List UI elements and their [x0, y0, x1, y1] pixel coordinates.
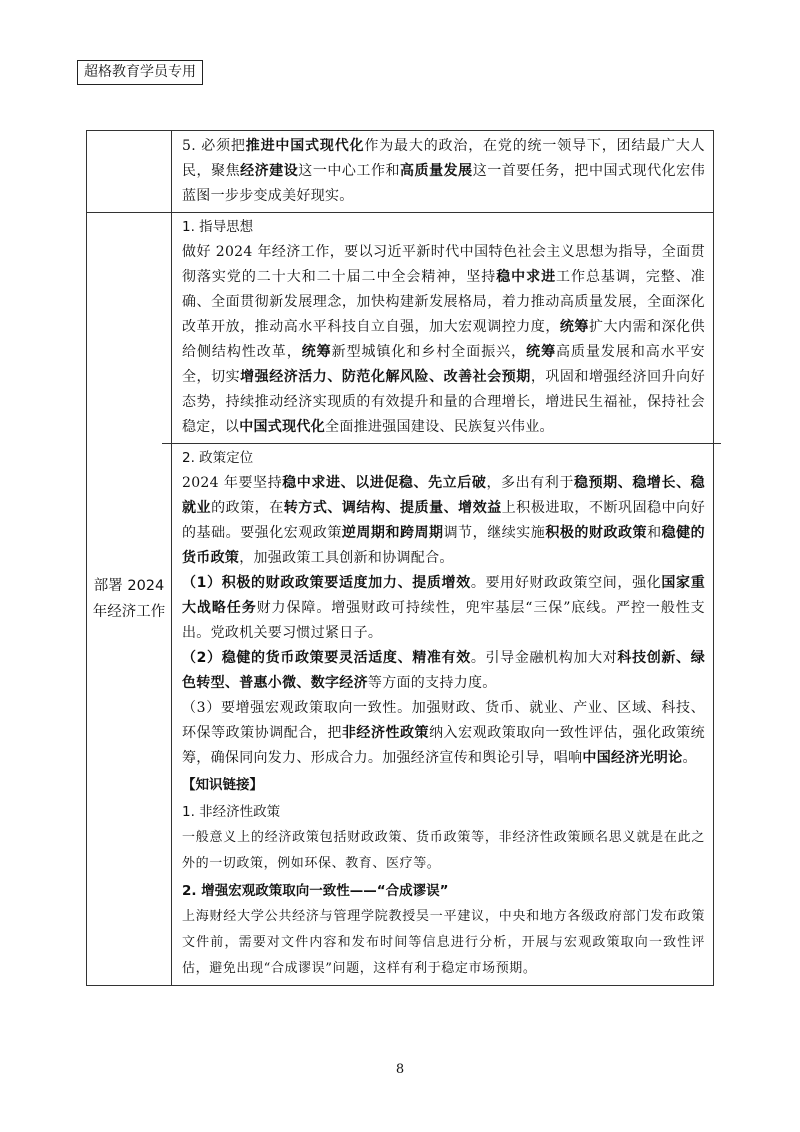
knowledge-1-title: 1. 非经济性政策 — [182, 804, 281, 820]
principle-5-paragraph: 5. 必须把推进中国式现代化作为最大的政治，在党的统一领导下，团结最广大人民，聚焦经济建设这一中心工作和高质量发展这一首要任务，把中国式现代化宏伟蓝图一步步变成美好现实。 — [182, 138, 705, 204]
section-label-cell — [87, 213, 172, 986]
page-number: 8 — [395, 1062, 405, 1077]
content-cell — [172, 131, 714, 213]
policy-consistency-paragraph: （3）要增强宏观政策取向一致性。加强财政、货币、就业、产业、区域、科技、环保等政策协调配合，把非经济性政策纳入宏观政策取向一致性评估，强化政策统筹，确保同向发力、形成合力。加强经济宣传和舆论引导，唱响中国经济光明论。 — [182, 700, 705, 766]
policy-position-heading: 2. 政策定位 — [182, 450, 254, 466]
table-row — [87, 131, 714, 213]
guiding-thought-heading: 1. 指导思想 — [182, 219, 254, 235]
content-table — [86, 130, 714, 986]
table-row — [87, 213, 714, 986]
knowledge-1-text: 一般意义上的经济政策包括财政政策、货币政策等，非经济性政策顾名思义就是在此之外的一切政策，例如环保、教育、医疗等。 — [182, 830, 705, 871]
policy-position-paragraph: 2024 年要坚持稳中求进、以进促稳、先立后破，多出有利于稳预期、稳增长、稳就业的政策，在转方式、调结构、提质量、增效益上积极进取，不断巩固稳中向好的基础。要强化宏观政策逆周期和跨周期调节，继续实施积极的财政政策和稳健的货币政策，加强政策工具创新和协调配合。 — [182, 475, 706, 566]
content-cell — [172, 213, 714, 986]
section-label-line-1: 部署 2024 — [93, 578, 165, 594]
section-label-line-2: 年经济工作 — [92, 604, 166, 620]
fiscal-policy-paragraph: （1）积极的财政政策要适度加力、提质增效。要用好财政政策空间，强化国家重大战略任务财力保障。增强财政可持续性，兜牢基层“三保”底线。严控一般性支出。党政机关要习惯过紧日子。 — [182, 575, 706, 641]
knowledge-2-title: 2. 增强宏观政策取向一致性——“合成谬误” — [182, 883, 449, 899]
knowledge-2-text: 上海财经大学公共经济与管理学院教授吴一平建议，中央和地方各级政府部门发布政策文件前，需要对文件内容和发布时间等信息进行分析，开展与宏观政策取向一致性评估，避免出现“合成谬误”问题，这样有利于稳定市场预期。 — [182, 909, 705, 976]
label-cell-empty — [87, 131, 172, 213]
monetary-policy-paragraph: （2）稳健的货币政策要灵活适度、精准有效。引导金融机构加大对科技创新、绿色转型、普惠小微、数字经济等方面的支持力度。 — [182, 650, 705, 691]
student-only-label: 超格教育学员专用 — [77, 60, 203, 85]
knowledge-link-heading: 【知识链接】 — [182, 777, 263, 793]
guiding-thought-paragraph: 做好 2024 年经济工作，要以习近平新时代中国特色社会主义思想为指导，全面贯彻落实党的二十大和二十届二中全会精神，坚持稳中求进工作总基调，完整、准确、全面贯彻新发展理念，加快构建新发展格局，着力推动高质量发展，全面深化改革开放，推动高水平科技自立自强，加大宏观调控力度，统筹扩大内需和深化供给侧结构性改革，统筹新型城镇化和乡村全面振兴，统筹高质量发展和高水平安全，切实增强经济活力、防范化解风险、改善社会预期，巩固和增强经济回升向好态势，持续推动经济实现质的有效提升和量的合理增长，增进民生福祉，保持社会稳定，以中国式现代化全面推进强国建设、民族复兴伟业。 — [182, 244, 706, 435]
